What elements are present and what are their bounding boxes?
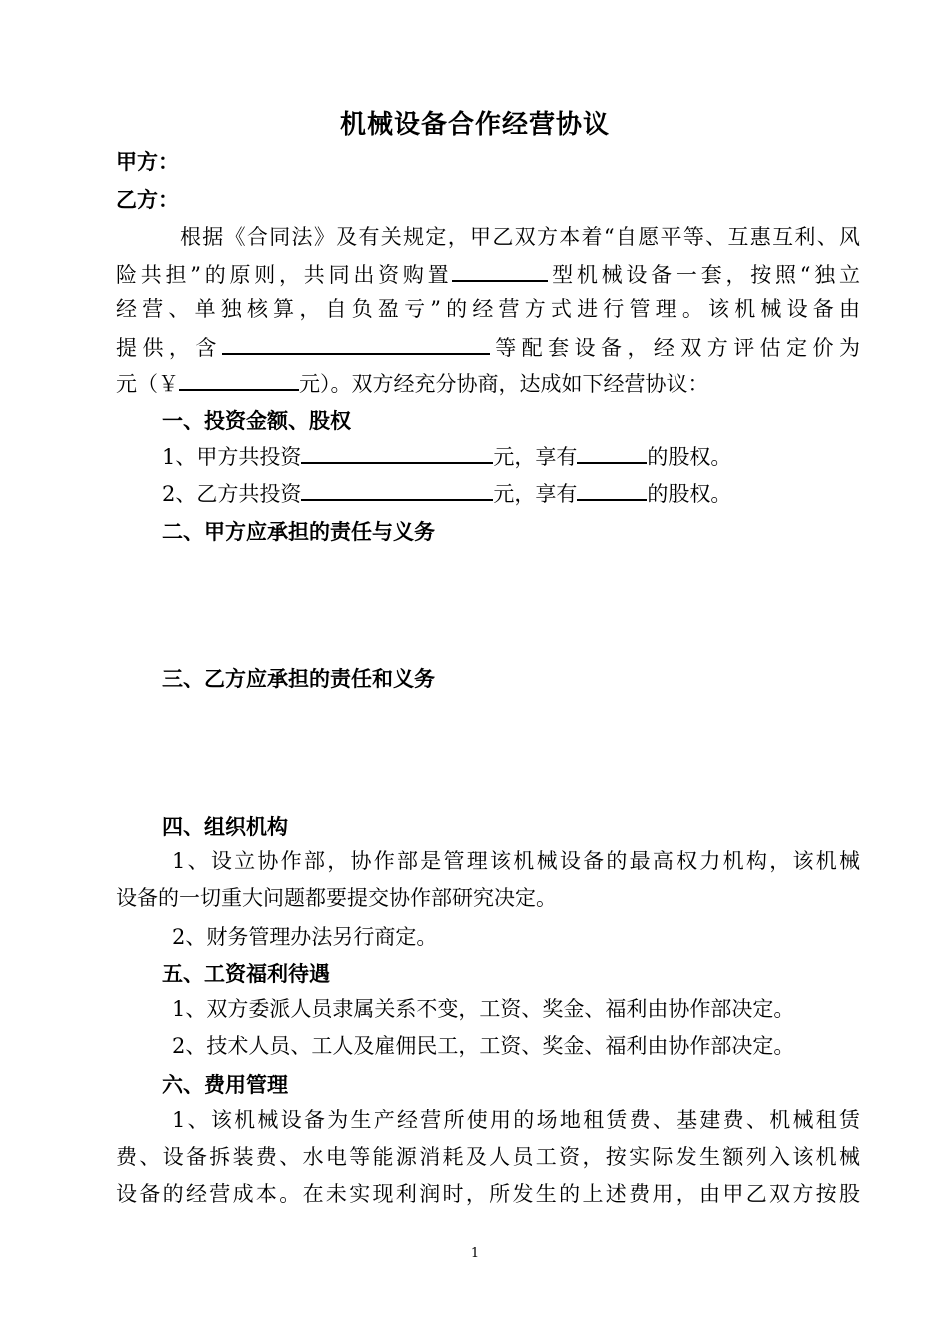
equipment-model-blank[interactable] bbox=[452, 258, 548, 282]
section-2-heading: 二、甲方应承担的责任与义务 bbox=[162, 520, 435, 544]
section-4-item-2: 2、财务管理办法另行商定。 bbox=[172, 925, 438, 949]
intro-line-4-a: 提供，含 bbox=[116, 336, 222, 360]
party-b-label: 乙方： bbox=[116, 188, 179, 212]
page-number: 1 bbox=[470, 1246, 480, 1261]
section-1-item-2 bbox=[162, 477, 731, 509]
intro-line-2 bbox=[116, 258, 860, 290]
section-4-item-1-line-1: 1、设立协作部，协作部是管理该机械设备的最高权力机构，该机械 bbox=[172, 849, 860, 873]
section-5-item-1: 1、双方委派人员隶属关系不变，工资、奖金、福利由协作部决定。 bbox=[172, 997, 795, 1021]
section-4-item-1-line-2: 设备的一切重大问题都要提交协作部研究决定。 bbox=[116, 886, 557, 910]
intro-line-2-a: 险共担”的原则，共同出资购置 bbox=[116, 263, 453, 287]
section-1-item-1-b: 元，享有 bbox=[493, 445, 578, 469]
intro-line-4-b: 等配套设备，经双方评估定价为 bbox=[489, 336, 861, 360]
section-4-heading: 四、组织机构 bbox=[162, 815, 288, 839]
section-6-line-1: 1、该机械设备为生产经营所使用的场地租赁费、基建费、机械租赁 bbox=[172, 1108, 860, 1132]
section-5-heading: 五、工资福利待遇 bbox=[162, 962, 330, 986]
section-1-item-1-c: 的股权。 bbox=[647, 445, 732, 469]
section-6-line-2: 费、设备拆装费、水电等能源消耗及人员工资，按实际发生额列入该机械 bbox=[116, 1145, 860, 1169]
intro-line-2-b: 型机械设备一套，按照“独立 bbox=[548, 263, 860, 287]
party-a-label: 甲方： bbox=[116, 150, 179, 174]
section-1-item-1-a: 1、甲方共投资 bbox=[162, 445, 302, 469]
price-blank[interactable] bbox=[179, 367, 299, 391]
document-title: 机械设备合作经营协议 bbox=[339, 110, 610, 140]
intro-line-5 bbox=[116, 367, 709, 399]
accessory-equipment-blank[interactable] bbox=[222, 331, 490, 355]
intro-line-4 bbox=[116, 331, 860, 363]
section-1-item-1 bbox=[162, 440, 731, 472]
party-a-share-blank[interactable] bbox=[577, 440, 647, 464]
section-1-heading: 一、投资金额、股权 bbox=[162, 409, 351, 433]
intro-line-5-a: 元（￥ bbox=[116, 372, 179, 396]
intro-line-3: 经营、单独核算，自负盈亏”的经营方式进行管理。该机械设备由 bbox=[116, 297, 860, 321]
intro-line-5-b: 元）。双方经充分协商，达成如下经营协议： bbox=[299, 372, 709, 396]
section-1-item-2-a: 2、乙方共投资 bbox=[162, 482, 302, 506]
section-6-heading: 六、费用管理 bbox=[162, 1073, 288, 1097]
party-b-share-blank[interactable] bbox=[577, 477, 647, 501]
section-1-item-2-c: 的股权。 bbox=[647, 482, 732, 506]
section-3-heading: 三、乙方应承担的责任和义务 bbox=[162, 667, 435, 691]
section-6-line-3: 设备的经营成本。在未实现利润时，所发生的上述费用，由甲乙双方按股 bbox=[116, 1182, 860, 1206]
intro-line-1: 根据《合同法》及有关规定，甲乙双方本着“自愿平等、互惠互利、风 bbox=[180, 225, 860, 249]
section-5-item-2: 2、技术人员、工人及雇佣民工，工资、奖金、福利由协作部决定。 bbox=[172, 1034, 795, 1058]
party-b-investment-blank[interactable] bbox=[301, 477, 493, 501]
party-a-investment-blank[interactable] bbox=[301, 440, 493, 464]
section-1-item-2-b: 元，享有 bbox=[493, 482, 578, 506]
